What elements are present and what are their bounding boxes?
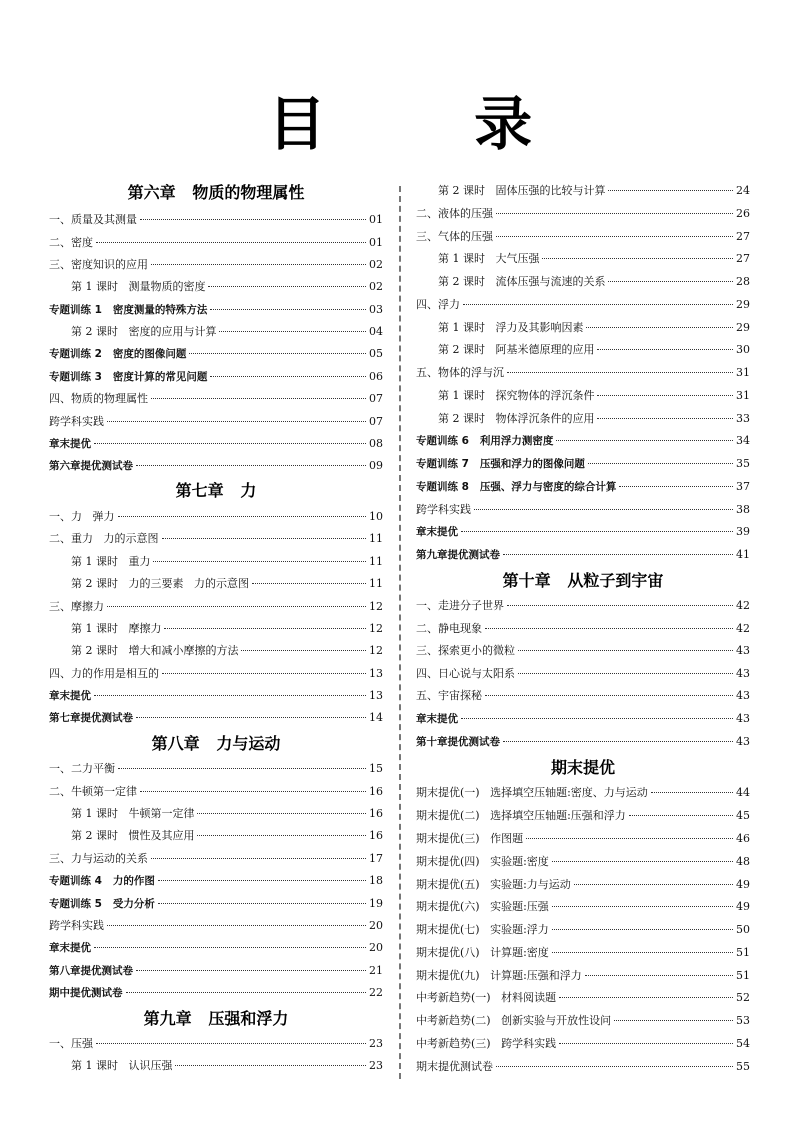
toc-entry[interactable] (416, 1011, 750, 1031)
toc-entry[interactable] (416, 1057, 750, 1077)
toc-label: 一、力 弹力 (49, 510, 115, 523)
page-number: 14 (369, 711, 383, 724)
toc-entry[interactable] (416, 920, 750, 940)
page-number: 39 (736, 525, 750, 538)
toc-entry[interactable] (49, 961, 383, 981)
dot-leader (614, 1020, 733, 1021)
toc-label: 五、物体的浮与沉 (416, 366, 504, 379)
page-number: 09 (369, 459, 383, 472)
toc-entry[interactable] (416, 829, 750, 849)
dot-leader (556, 440, 733, 441)
toc-label: 期末提优(二) 选择填空压轴题:压强和浮力 (416, 809, 626, 822)
toc-entry[interactable] (416, 181, 750, 201)
page-number: 27 (736, 252, 750, 265)
dot-leader (107, 421, 366, 422)
page-number: 01 (369, 236, 383, 249)
dot-leader (496, 236, 733, 237)
toc-label: 二、密度 (49, 236, 93, 249)
page-number: 37 (736, 480, 750, 493)
page-number: 10 (369, 510, 383, 523)
dot-leader (585, 975, 733, 976)
toc-entry[interactable] (49, 277, 383, 297)
toc-label: 专题训练 2 密度的图像问题 (49, 348, 187, 360)
dot-leader (96, 242, 366, 243)
toc-label: 专题训练 8 压强、浮力与密度的综合计算 (416, 481, 617, 493)
toc-label: 第 1 课时 测量物质的密度 (71, 280, 206, 293)
page-number: 46 (736, 832, 750, 845)
toc-entry[interactable] (49, 344, 383, 364)
page-number: 28 (736, 275, 750, 288)
toc-entry[interactable] (49, 759, 383, 779)
dot-leader (151, 398, 366, 399)
page-number: 42 (736, 622, 750, 635)
page-number: 26 (736, 207, 750, 220)
page-number: 43 (736, 689, 750, 702)
toc-entry[interactable] (49, 619, 383, 639)
dot-leader (96, 1043, 366, 1044)
dot-leader (474, 509, 733, 510)
dot-leader (158, 903, 366, 904)
toc-entry[interactable] (416, 272, 750, 292)
toc-entry[interactable] (49, 597, 383, 617)
page-number: 12 (369, 644, 383, 657)
page-number: 13 (369, 667, 383, 680)
dot-leader (136, 465, 366, 466)
dot-leader (507, 605, 733, 606)
toc-label: 二、静电现象 (416, 622, 482, 635)
toc-entry[interactable] (49, 1056, 383, 1076)
dot-leader (574, 884, 733, 885)
toc-entry[interactable] (49, 916, 383, 936)
page-number: 15 (369, 762, 383, 775)
page-number: 45 (736, 809, 750, 822)
toc-label: 章末提优 (49, 438, 91, 450)
page-number: 12 (369, 622, 383, 635)
toc-entry[interactable] (49, 255, 383, 275)
dot-leader (197, 835, 366, 836)
page-number: 50 (736, 923, 750, 936)
dot-leader (629, 815, 733, 816)
page-number: 01 (369, 213, 383, 226)
toc-entry[interactable] (49, 938, 383, 958)
dot-leader (94, 947, 366, 948)
page-number: 16 (369, 785, 383, 798)
dot-leader (496, 213, 733, 214)
toc-entry[interactable] (416, 477, 750, 497)
toc-entry[interactable] (416, 431, 750, 451)
toc-entry[interactable] (416, 783, 750, 803)
dot-leader (107, 925, 366, 926)
dot-leader (597, 418, 733, 419)
toc-entry[interactable] (49, 664, 383, 684)
toc-entry[interactable] (49, 456, 383, 476)
dot-leader (597, 349, 733, 350)
toc-label: 二、重力 力的示意图 (49, 532, 159, 545)
dot-leader (503, 741, 733, 742)
chapter-8-heading: 第八章 力与运动 (151, 734, 281, 753)
dot-leader (542, 258, 733, 259)
toc-label: 专题训练 5 受力分析 (49, 898, 155, 910)
dot-leader (552, 906, 733, 907)
page-number: 12 (369, 600, 383, 613)
toc-label: 期末提优(四) 实验题:密度 (416, 855, 549, 868)
toc-entry[interactable] (49, 529, 383, 549)
toc-entry[interactable] (49, 367, 383, 387)
toc-label: 第十章提优测试卷 (416, 736, 500, 748)
dot-leader (503, 554, 733, 555)
page-number: 31 (736, 366, 750, 379)
page-number: 54 (736, 1037, 750, 1050)
toc-label: 一、走进分子世界 (416, 599, 504, 612)
toc-entry[interactable] (416, 619, 750, 639)
chapter-7-heading: 第七章 力 (175, 481, 257, 500)
toc-label: 一、质量及其测量 (49, 213, 137, 226)
toc-label: 第 1 课时 认识压强 (71, 1059, 173, 1072)
page-number: 51 (736, 946, 750, 959)
toc-label: 第 1 课时 浮力及其影响因素 (438, 321, 584, 334)
toc-entry[interactable] (49, 434, 383, 454)
toc-label: 三、密度知识的应用 (49, 258, 148, 271)
toc-label: 第七章提优测试卷 (49, 712, 133, 724)
dot-leader (485, 695, 733, 696)
toc-entry[interactable] (416, 709, 750, 729)
toc-label: 二、液体的压强 (416, 207, 493, 220)
toc-entry[interactable] (49, 708, 383, 728)
toc-entry[interactable] (49, 894, 383, 914)
dot-leader (496, 1066, 733, 1067)
toc-label: 专题训练 1 密度测量的特殊方法 (49, 304, 208, 316)
dot-leader (162, 538, 367, 539)
dot-leader (197, 813, 366, 814)
toc-label: 三、力与运动的关系 (49, 852, 148, 865)
toc-label: 三、气体的压强 (416, 230, 493, 243)
page-number: 11 (369, 577, 383, 590)
toc-entry[interactable] (49, 641, 383, 661)
page-number: 43 (736, 667, 750, 680)
page-number: 48 (736, 855, 750, 868)
toc-label: 专题训练 4 力的作图 (49, 875, 155, 887)
toc-label: 四、物质的物理属性 (49, 392, 148, 405)
dot-leader (94, 443, 366, 444)
toc-entry[interactable] (416, 500, 750, 520)
toc-label: 跨学科实践 (49, 919, 104, 932)
dot-leader (118, 516, 367, 517)
page-number: 07 (369, 392, 383, 405)
chapter-6-heading: 第六章 物质的物理属性 (127, 183, 305, 202)
toc-entry[interactable] (416, 943, 750, 963)
page-number: 34 (736, 434, 750, 447)
toc-label: 中考新趋势(一) 材料阅读题 (416, 991, 557, 1004)
page-number: 44 (736, 786, 750, 799)
page-number: 20 (369, 919, 383, 932)
dot-leader (651, 792, 733, 793)
toc-label: 期末提优(五) 实验题:力与运动 (416, 878, 571, 891)
toc-entry[interactable] (49, 826, 383, 846)
page-number: 07 (369, 415, 383, 428)
page-number: 21 (369, 964, 383, 977)
dot-leader (608, 190, 733, 191)
page-number: 42 (736, 599, 750, 612)
toc-label: 三、探索更小的微粒 (416, 644, 515, 657)
toc-label: 跨学科实践 (49, 415, 104, 428)
dot-leader (136, 970, 366, 971)
toc-label: 第六章提优测试卷 (49, 460, 133, 472)
toc-label: 四、浮力 (416, 298, 460, 311)
page-number: 23 (369, 1059, 383, 1072)
page-number: 43 (736, 712, 750, 725)
toc-label: 第 1 课时 大气压强 (438, 252, 540, 265)
toc-entry[interactable] (49, 300, 383, 320)
page-number: 23 (369, 1037, 383, 1050)
page-number: 35 (736, 457, 750, 470)
toc-label: 期末提优测试卷 (416, 1060, 493, 1073)
page-number: 31 (736, 389, 750, 402)
page-number: 29 (736, 298, 750, 311)
toc-label: 第九章提优测试卷 (416, 549, 500, 561)
dot-leader (252, 583, 366, 584)
dot-leader (118, 768, 366, 769)
dot-leader (518, 673, 733, 674)
toc-label: 第 2 课时 固体压强的比较与计算 (438, 184, 606, 197)
dot-leader (151, 264, 366, 265)
toc-entry[interactable] (49, 552, 383, 572)
toc-label: 第 1 课时 重力 (71, 555, 151, 568)
page-number: 16 (369, 807, 383, 820)
page-number: 19 (369, 897, 383, 910)
dot-leader (164, 628, 366, 629)
chapter-9-heading: 第九章 压强和浮力 (143, 1009, 289, 1028)
toc-entry[interactable] (416, 1034, 750, 1054)
toc-label: 三、摩擦力 (49, 600, 104, 613)
toc-entry[interactable] (416, 966, 750, 986)
dot-leader (140, 791, 366, 792)
dot-leader (552, 861, 733, 862)
page-number: 13 (369, 689, 383, 702)
dot-leader (588, 463, 733, 464)
toc-entry[interactable] (416, 596, 750, 616)
dot-leader (241, 650, 366, 651)
page-number: 24 (736, 184, 750, 197)
page-number: 02 (369, 280, 383, 293)
dot-leader (158, 880, 366, 881)
page-number: 30 (736, 343, 750, 356)
page-number: 51 (736, 969, 750, 982)
page-number: 33 (736, 412, 750, 425)
toc-label: 期末提优(六) 实验题:压强 (416, 900, 549, 913)
page-number: 03 (369, 303, 383, 316)
toc-label: 专题训练 3 密度计算的常见问题 (49, 371, 208, 383)
dot-leader (619, 486, 733, 487)
toc-entry[interactable] (416, 454, 750, 474)
toc-label: 期中提优测试卷 (49, 987, 123, 999)
dot-leader (552, 929, 733, 930)
toc-entry[interactable] (49, 782, 383, 802)
toc-label: 第 2 课时 力的三要素 力的示意图 (71, 577, 249, 590)
toc-entry[interactable] (416, 204, 750, 224)
page-number: 04 (369, 325, 383, 338)
toc-entry[interactable] (49, 983, 383, 1003)
toc-label: 第 1 课时 牛顿第一定律 (71, 807, 195, 820)
dot-leader (94, 695, 366, 696)
page-number: 27 (736, 230, 750, 243)
toc-entry[interactable] (416, 875, 750, 895)
dot-leader (608, 281, 733, 282)
toc-entry[interactable] (49, 849, 383, 869)
page-number: 38 (736, 503, 750, 516)
page-number: 53 (736, 1014, 750, 1027)
toc-label: 第 1 课时 探究物体的浮沉条件 (438, 389, 595, 402)
dot-leader (208, 286, 366, 287)
toc-label: 章末提优 (416, 713, 458, 725)
toc-entry[interactable] (49, 210, 383, 230)
toc-entry[interactable] (416, 686, 750, 706)
toc-entry[interactable] (416, 340, 750, 360)
dot-leader (140, 219, 366, 220)
dot-leader (559, 997, 733, 998)
page-title: 目 录 (267, 90, 597, 158)
dot-leader (507, 372, 733, 373)
dot-leader (526, 838, 733, 839)
toc-entry[interactable] (49, 871, 383, 891)
dot-leader (485, 628, 733, 629)
toc-label: 跨学科实践 (416, 503, 471, 516)
toc-label: 第八章提优测试卷 (49, 965, 133, 977)
toc-label: 中考新趋势(三) 跨学科实践 (416, 1037, 557, 1050)
toc-label: 四、力的作用是相互的 (49, 667, 159, 680)
page-number: 43 (736, 644, 750, 657)
toc-label: 第 2 课时 惯性及其应用 (71, 829, 195, 842)
toc-label: 期末提优(一) 选择填空压轴题:密度、力与运动 (416, 786, 648, 799)
toc-entry[interactable] (49, 412, 383, 432)
toc-label: 章末提优 (49, 690, 91, 702)
final-review-heading: 期末提优 (550, 758, 615, 777)
page-number: 29 (736, 321, 750, 334)
toc-label: 第 2 课时 增大和减小摩擦的方法 (71, 644, 239, 657)
page-number: 55 (736, 1060, 750, 1073)
dot-leader (586, 327, 733, 328)
dot-leader (461, 531, 733, 532)
chapter-10-heading: 第十章 从粒子到宇宙 (502, 571, 664, 590)
toc-label: 第 2 课时 阿基米德原理的应用 (438, 343, 595, 356)
toc-label: 专题训练 7 压强和浮力的图像问题 (416, 458, 585, 470)
toc-entry[interactable] (416, 545, 750, 565)
page-number: 02 (369, 258, 383, 271)
toc-label: 第 2 课时 流体压强与流速的关系 (438, 275, 606, 288)
toc-entry[interactable] (49, 322, 383, 342)
dot-leader (597, 395, 733, 396)
page-number: 20 (369, 941, 383, 954)
dot-leader (162, 673, 366, 674)
toc-label: 二、牛顿第一定律 (49, 785, 137, 798)
toc-entry[interactable] (49, 1034, 383, 1054)
page-number: 06 (369, 370, 383, 383)
toc-entry[interactable] (416, 295, 750, 315)
toc-label: 期末提优(三) 作图题 (416, 832, 524, 845)
dot-leader (463, 304, 733, 305)
dot-leader (153, 561, 366, 562)
toc-label: 专题训练 6 利用浮力测密度 (416, 435, 554, 447)
toc-entry[interactable] (416, 249, 750, 269)
dot-leader (136, 717, 366, 718)
page-number: 41 (736, 548, 750, 561)
toc-entry[interactable] (416, 318, 750, 338)
page-number: 16 (369, 829, 383, 842)
dot-leader (518, 650, 733, 651)
dot-leader (219, 331, 366, 332)
dot-leader (189, 353, 366, 354)
dot-leader (210, 376, 366, 377)
toc-entry[interactable] (416, 386, 750, 406)
toc-entry[interactable] (49, 507, 383, 527)
toc-label: 一、压强 (49, 1037, 93, 1050)
page-number: 05 (369, 347, 383, 360)
dot-leader (151, 858, 366, 859)
toc-label: 期末提优(八) 计算题:密度 (416, 946, 549, 959)
toc-entry[interactable] (416, 988, 750, 1008)
toc-entry[interactable] (416, 806, 750, 826)
toc-entry[interactable] (416, 227, 750, 247)
page-number: 43 (736, 735, 750, 748)
dot-leader (210, 309, 366, 310)
toc-entry[interactable] (49, 686, 383, 706)
toc-label: 五、宇宙探秘 (416, 689, 482, 702)
page-number: 08 (369, 437, 383, 450)
page-number: 18 (369, 874, 383, 887)
toc-label: 章末提优 (416, 526, 458, 538)
dot-leader (126, 992, 367, 993)
dot-leader (559, 1043, 733, 1044)
toc-label: 第 2 课时 物体浮沉条件的应用 (438, 412, 595, 425)
toc-entry[interactable] (416, 363, 750, 383)
toc-entry[interactable] (49, 574, 383, 594)
toc-entry[interactable] (416, 852, 750, 872)
toc-label: 中考新趋势(二) 创新实验与开放性设问 (416, 1014, 612, 1027)
toc-entry[interactable] (416, 897, 750, 917)
toc-label: 第 2 课时 密度的应用与计算 (71, 325, 217, 338)
toc-entry[interactable] (416, 409, 750, 429)
page-number: 49 (736, 900, 750, 913)
dot-leader (552, 952, 733, 953)
toc-entry[interactable] (49, 804, 383, 824)
toc-label: 四、日心说与太阳系 (416, 667, 515, 680)
toc-label: 期末提优(九) 计算题:压强和浮力 (416, 969, 582, 982)
toc-entry[interactable] (416, 664, 750, 684)
toc-label: 第 1 课时 摩擦力 (71, 622, 162, 635)
toc-entry[interactable] (416, 641, 750, 661)
dot-leader (107, 606, 366, 607)
toc-entry[interactable] (416, 522, 750, 542)
page-number: 11 (369, 532, 383, 545)
page-number: 17 (369, 852, 383, 865)
toc-entry[interactable] (49, 389, 383, 409)
toc-entry[interactable] (416, 732, 750, 752)
toc-entry[interactable] (49, 233, 383, 253)
page-number: 22 (369, 986, 383, 999)
page-number: 11 (369, 555, 383, 568)
dot-leader (175, 1065, 366, 1066)
page-number: 49 (736, 878, 750, 891)
dot-leader (461, 718, 733, 719)
column-divider (399, 186, 401, 1079)
toc-label: 一、二力平衡 (49, 762, 115, 775)
page-number: 52 (736, 991, 750, 1004)
toc-label: 章末提优 (49, 942, 91, 954)
toc-label: 期末提优(七) 实验题:浮力 (416, 923, 549, 936)
